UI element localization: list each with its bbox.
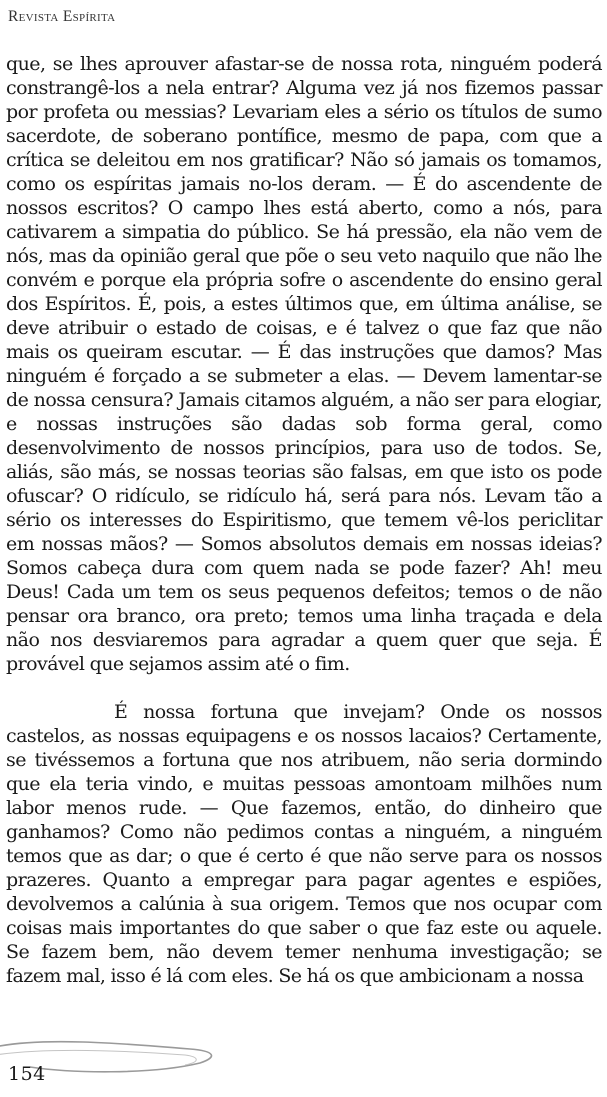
running-header: Revista Espírita — [8, 8, 116, 25]
paragraph-1: que, se lhes aprouver afastar-se de nossa rota, ninguém poderá constrangê-los a nela entrar? Alguma vez já nos fizemos passar por profeta ou messias? Levariam eles a sério os títulos de sumo sacerdote, de soberano pontífice, mesmo de papa, com que a crítica se deleitou em nos gratificar? Não só jamais os tomamos, como os espíritas jamais no-los deram. — É do ascendente de nossos escritos? O campo lhes está aberto, como a nós, para cativarem a simpatia do público. Se há pressão, ela não vem de nós, mas da opinião geral que põe o seu veto naquilo que não lhe convém e porque ela própria sofre o ascendente do ensino geral dos Espíritos. É, pois, a estes últimos que, em última análise, se deve atribuir o estado de coisas, e é talvez o que faz que não mais os queiram escutar. — É das instruções que damos? Mas ninguém é forçado a se submeter a elas. — Devem lamentar-se de nossa censura? Jamais citamos alguém, a não ser para elogiar, e nossas instruções são dadas sob forma geral, como desenvolvimento de nossos princípios, para uso de todos. Se, aliás, são más, se nossas teorias são falsas, em que isto os pode ofuscar? O ridículo, se ridículo há, será para nós. Levam tão a sério os interesses do Espiritismo, que temem vê-los periclitar em nossas mãos? — Somos absolutos demais em nossas ideias? Somos cabeça dura com quem nada se pode fazer? Ah! meu Deus! Cada um tem os seus pequenos defeitos; temos o de não pensar ora branco, ora preto; temos uma linha traçada e dela não nos desviaremos para agradar a quem quer que seja. É provável que sejamos assim até o fim. — [6, 53, 602, 675]
page-number: 154 — [8, 1063, 46, 1085]
page-body — [6, 52, 602, 988]
paragraph-2: É nossa fortuna que invejam? Onde os nossos castelos, as nossas equipagens e os nossos lacaios? Certamente, se tivéssemos a fortuna que nos atribuem, não seria dormindo que ela teria vindo, e muitas pessoas amontoam milhões num labor menos rude. — Que fazemos, então, do dinheiro que ganhamos? Como não pedimos contas a ninguém, a ninguém temos que as dar; o que é certo é que não serve para os nossos prazeres. Quanto a empregar para pagar agentes e espiões, devolvemos a calúnia à sua origem. Temos que nos ocupar com coisas mais importantes do que saber o que faz este ou aquele. Se fazem bem, não devem temer nenhuma investigação; se fazem mal, isso é lá com eles. Se há os que ambicionam a nossa — [6, 701, 602, 987]
